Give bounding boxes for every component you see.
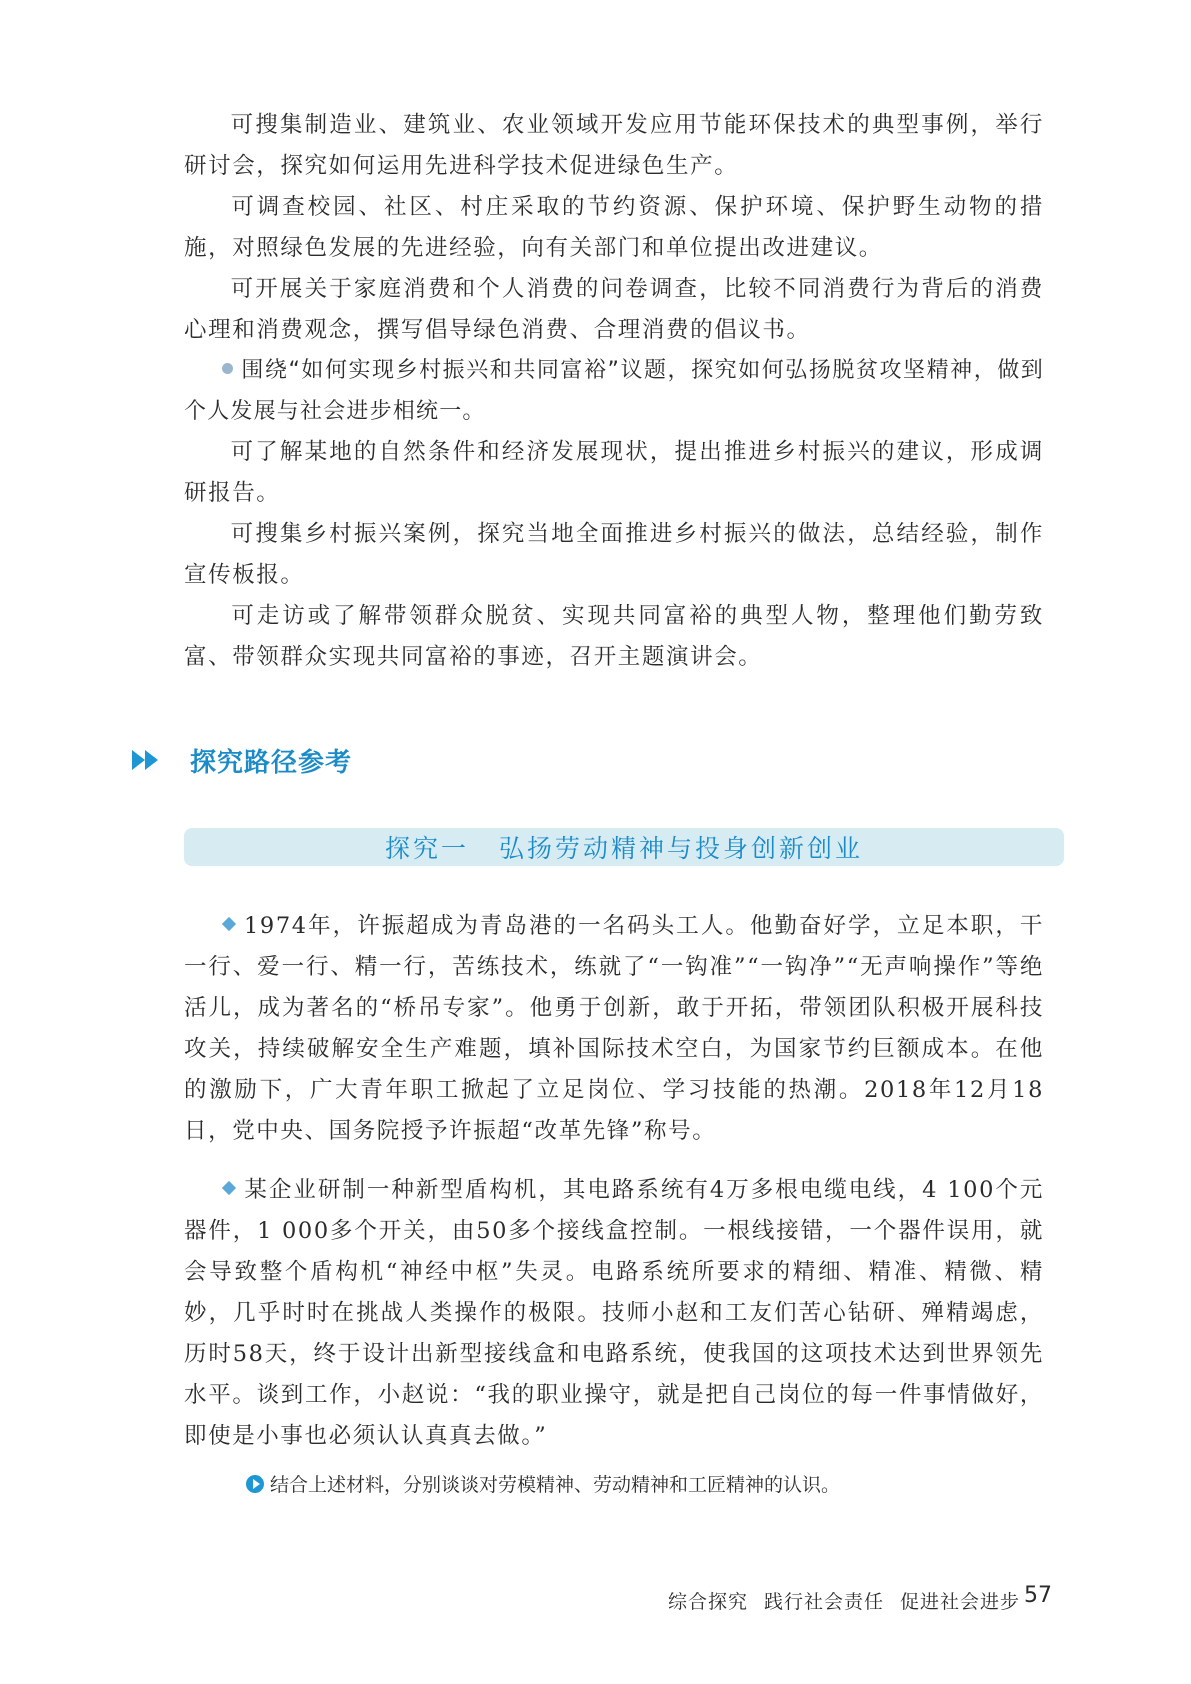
paragraph-text: 可搜集制造业、建筑业、农业领域开发应用节能环保技术的典型事例，举行研讨会，探究如何运用先进科学技术促进绿色生产。 [184, 112, 1044, 179]
paragraph-consumption-survey [184, 269, 1044, 351]
footer-part: 践行社会责任 [764, 1591, 885, 1613]
paragraph-text: 可了解某地的自然条件和经济发展现状，提出推进乡村振兴的建议，形成调研报告。 [184, 439, 1044, 506]
paragraph-text: 可开展关于家庭消费和个人消费的问卷调查，比较不同消费行为背后的消费心理和消费观念，撰写倡导绿色消费、合理消费的倡议书。 [184, 276, 1044, 343]
case-text: 1974年，许振超成为青岛港的一名码头工人。他勤奋好学，立足本职，干一行、爱一行、精一行，苦练技术，练就了“一钩准”“一钩净”“无声响操作”等绝活儿，成为著名的“桥吊专家”。他勇于创新，敢于开拓，带领团队积极开展科技攻关，持续破解安全生产难题，填补国际技术空白，为国家节约巨额成本。在他的激励下，广大青年职工掀起了立足岗位、学习技能的热潮。2018年12月18日，党中央、国务院授予许振超“改革先锋”称号。 [184, 913, 1044, 1144]
section-title: 探究路径参考 [190, 747, 353, 778]
paragraph-visit-figures [184, 596, 1044, 678]
question-text: 结合上述材料，分别谈谈对劳模精神、劳动精神和工匠精神的认识。 [270, 1474, 841, 1496]
paragraph-rural-cases [184, 514, 1044, 596]
diamond-bullet-icon [222, 1181, 236, 1195]
topic-bullet [184, 350, 1044, 432]
diamond-bullet-icon [222, 917, 236, 931]
paragraph-green-production [184, 105, 1044, 187]
banner-title: 弘扬劳动精神与投身创新创业 [499, 834, 864, 863]
double-arrow-icon [132, 750, 172, 770]
banner-label: 探究一 [384, 834, 469, 863]
case-xu-zhenchao [184, 906, 1044, 1152]
discussion-question [246, 1470, 840, 1497]
topic-bullet-text: 围绕“如何实现乡村振兴和共同富裕”议题，探究如何弘扬脱贫攻坚精神，做到个人发展与社会进步相统一。 [184, 358, 1044, 424]
banner-text [385, 829, 863, 865]
footer-part: 促进社会进步 [900, 1591, 1021, 1613]
exploration-banner [184, 828, 1064, 866]
case-text: 某企业研制一种新型盾构机，其电路系统有4万多根电缆电线，4 100个元器件，1 000多个开关，由50多个接线盒控制。一根线接错，一个器件误用，就会导致整个盾构机“神经中枢”失灵。电路系统所要求的精细、精准、精微、精妙，几乎时时在挑战人类操作的极限。技师小赵和工友们苦心钻研、殚精竭虑，历时58天，终于设计出新型接线盒和电路系统，使我国的这项技术达到世界领先水平。谈到工作，小赵说：“我的职业操守，就是把自己岗位的每一件事情做好，即使是小事也必须认认真真去做。” [184, 1177, 1044, 1449]
paragraph-text: 可调查校园、社区、村庄采取的节约资源、保护环境、保护野生动物的措施，对照绿色发展的先进经验，向有关部门和单位提出改进建议。 [184, 194, 1044, 261]
footer-part: 综合探究 [668, 1591, 749, 1613]
bullet-dot-icon [222, 363, 233, 374]
section-heading [132, 740, 352, 780]
case-shield-machine [184, 1170, 1044, 1457]
paragraph-text: 可搜集乡村振兴案例，探究当地全面推进乡村振兴的做法，总结经验，制作宣传板报。 [184, 521, 1044, 588]
play-circle-icon [246, 1475, 264, 1493]
paragraph-text: 可走访或了解带领群众脱贫、实现共同富裕的典型人物，整理他们勤劳致富、带领群众实现共同富裕的事迹，召开主题演讲会。 [184, 603, 1044, 670]
running-footer [668, 1587, 1020, 1614]
page-number: 57 [1024, 1583, 1052, 1608]
paragraph-investigation-report [184, 432, 1044, 514]
paragraph-survey-campus [184, 187, 1044, 269]
